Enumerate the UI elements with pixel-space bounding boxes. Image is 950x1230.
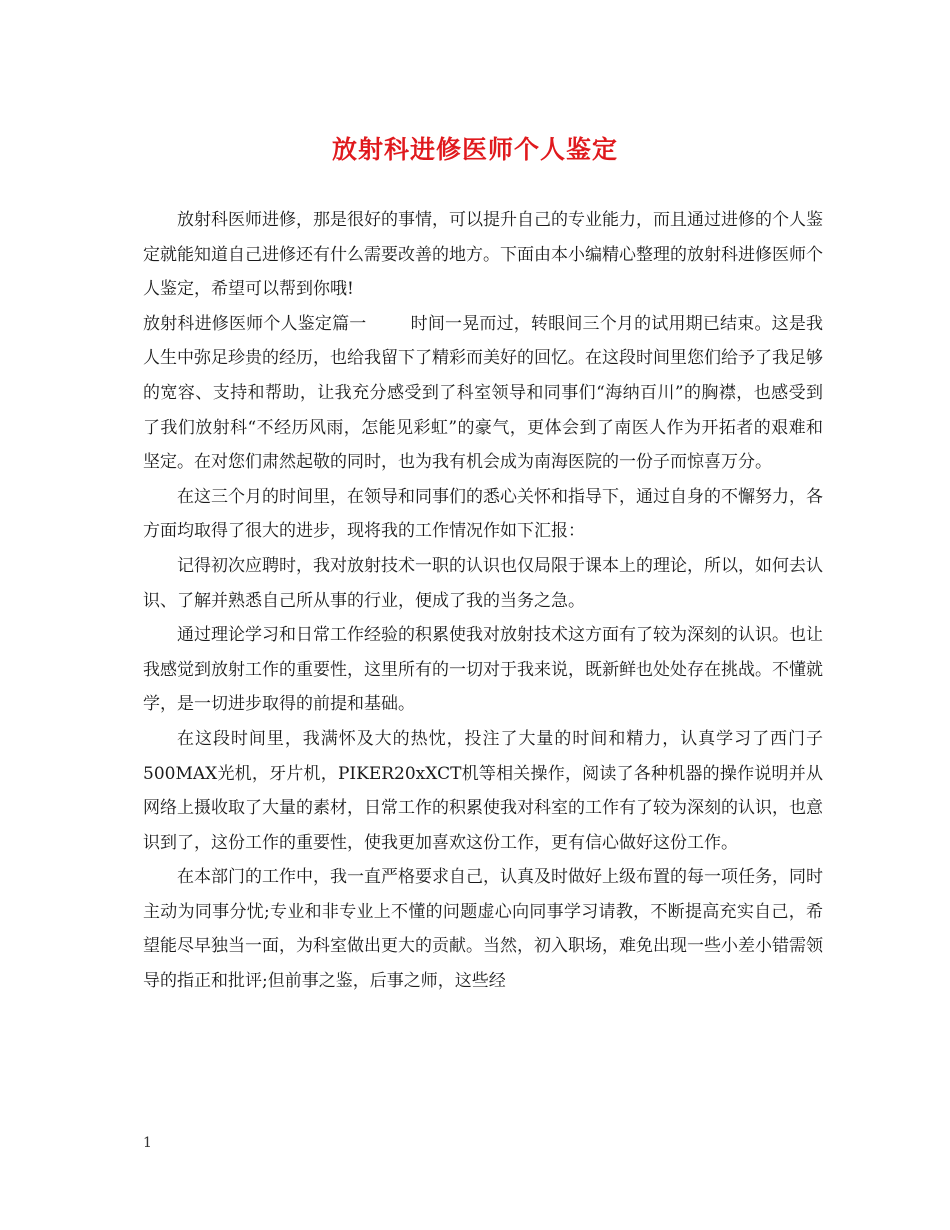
- intro-paragraph: 放射科医师进修，那是很好的事情，可以提升自己的专业能力，而且通过进修的个人鉴定就能知道自己进修还有什么需要改善的地方。下面由本小编精心整理的放射科进修医师个人鉴定，希望可以帮到你哦!: [143, 210, 823, 300]
- body-paragraph: 记得初次应聘时，我对放射技术一职的认识也仅局限于课本上的理论，所以，如何去认识、了解并熟悉自己所从事的行业，便成了我的当务之急。: [143, 555, 823, 611]
- body-paragraph: 在本部门的工作中，我一直严格要求自己，认真及时做好上级布置的每一项任务，同时主动为同事分忧;专业和非专业上不懂的问题虚心向同事学习请教，不断提高充实自己，希望能尽早独当一面，为科室做出更大的贡献。当然，初入职场，难免出现一些小差小错需领导的指正和批评;但前事之鉴，后事之师，这些经: [143, 867, 823, 992]
- body-paragraph: 在这三个月的时间里，在领导和同事们的悉心关怀和指导下，通过自身的不懈努力，各方面均取得了很大的进步，现将我的工作情况作如下汇报：: [143, 486, 823, 542]
- page-number: 1: [143, 1135, 152, 1151]
- body-paragraph: 在这段时间里，我满怀及大的热忱，投注了大量的时间和精力，认真学习了西门子500MAX光机，牙片机，PIKER20xXCT机等相关操作，阅读了各种机器的操作说明并从网络上摄收取了大量的素材，日常工作的积累使我对科室的工作有了较为深刻的认识，也意识到了，这份工作的重要性，使我更加喜欢这份工作，更有信心做好这份工作。: [143, 728, 823, 853]
- document-title: 放射科进修医师个人鉴定: [331, 135, 618, 164]
- document-body: [143, 203, 823, 999]
- body-paragraph: 通过理论学习和日常工作经验的积累使我对放射技术这方面有了较为深刻的认识。也让我感觉到放射工作的重要性，这里所有的一切对于我来说，既新鲜也处处存在挑战。不懂就学，是一切进步取得的前提和基础。: [143, 625, 823, 715]
- section-paragraph: [143, 307, 823, 480]
- section-heading: 放射科进修医师个人鉴定篇一: [143, 313, 367, 334]
- section-text: 时间一晃而过，转眼间三个月的试用期已结束。这是我人生中弥足珍贵的经历，也给我留下了精彩而美好的回忆。在这段时间里您们给予了我足够的宽容、支持和帮助，让我充分感受到了科室领导和同事们“海纳百川”的胸襟，也感受到了我们放射科“不经历风雨，怎能见彩虹”的豪气，更体会到了南医人作为开拓者的艰难和坚定。在对您们肃然起敬的同时，也为我有机会成为南海医院的一份子而惊喜万分。: [143, 313, 824, 473]
